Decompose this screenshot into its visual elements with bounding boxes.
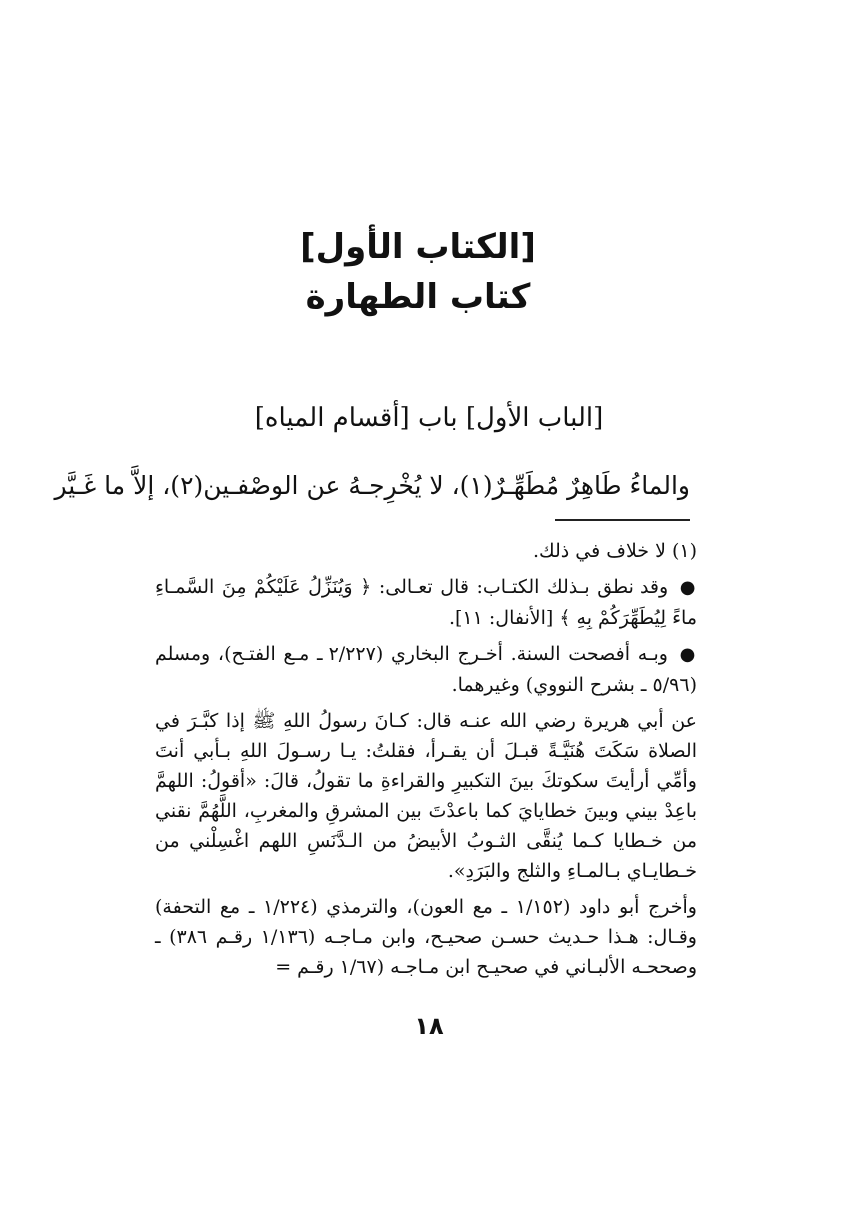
book-heading-line1: [الكتاب الأول] xyxy=(300,227,536,267)
bullet-icon: ● xyxy=(679,577,697,598)
page-number: ١٨ xyxy=(414,1012,444,1040)
footnote-bullet-quran xyxy=(155,572,697,633)
bullet-icon: ● xyxy=(679,644,697,665)
chapter-heading: [الباب الأول] باب [أقسام المياه] xyxy=(254,403,604,433)
footnote-separator xyxy=(555,519,690,521)
main-text-line: والماءُ طَاهِرٌ مُطَهِّـرٌ(١)، لا يُخْرِجـهُ عن الوصْفـين(٢)، إلاَّ ما غَـيَّر xyxy=(54,471,690,500)
footnote-1: (١) لا خلاف في ذلك. xyxy=(532,540,697,562)
footnote-takhrij: وأخرج أبو داود (١/١٥٢ ـ مع العون)، والترمذي (١/٢٢٤ ـ مع التحفة) وقـال: هـذا حـديث حسـن صحيـح، وابن مـاجـه (١/١٣٦ رقـم ٣٨٦) ـ وصححـه الألبـاني في صحيـح ابن مـاجـه (١/٦٧ رقـم = xyxy=(155,896,697,978)
book-heading-line2: كتاب الطهارة xyxy=(305,277,531,317)
book-title xyxy=(0,222,858,322)
footnote-hadith: عن أبي هريرة رضي الله عنـه قال: كـانَ رسولُ اللهِ ﷺ إذا كبَّـرَ في الصلاة سَكَتَ هُنَيَّـةً قبـلَ أن يقـرأ، فقلتُ: يـا رسـولَ اللهِ بـأبي أنتَ وأمِّي أرأيتَ سكوتكَ بينَ التكبيرِ والقراءةِ ما تقولُ، قالَ: «أقولُ: اللهمَّ باعِدْ بيني وبينَ خطايايَ كما باعدْتَ بين المشرقِ والمغربِ، اللَّهُمَّ نقني من خـطايا كـما يُنقَّى الثـوبُ الأبيضُ من الـدَّنَسِ اللهم اغْسِلْني من خـطايـاي بـالمـاءِ والثلج والبَرَدِ». xyxy=(155,710,697,882)
footnote-bullet-sunnah xyxy=(155,639,697,700)
footnote-sunnah-text: وبـه أفصحت السنة. أخـرج البخاري (٢/٢٢٧ ـ مـع الفتـح)، ومسلم (٥/٩٦ ـ بشرح النووي) وغيرهما. xyxy=(155,643,697,696)
footnotes xyxy=(155,536,697,988)
footnote-quran-text: وقد نطق بـذلك الكتـاب: قال تعـالى: ﴿ وَيُنَزِّلُ عَلَيْكُمْ مِنَ السَّمـاءِ ماءً لِيُطَهِّرَكُمْ بِهِ ﴾ [الأنفال: ١١]. xyxy=(155,576,697,629)
